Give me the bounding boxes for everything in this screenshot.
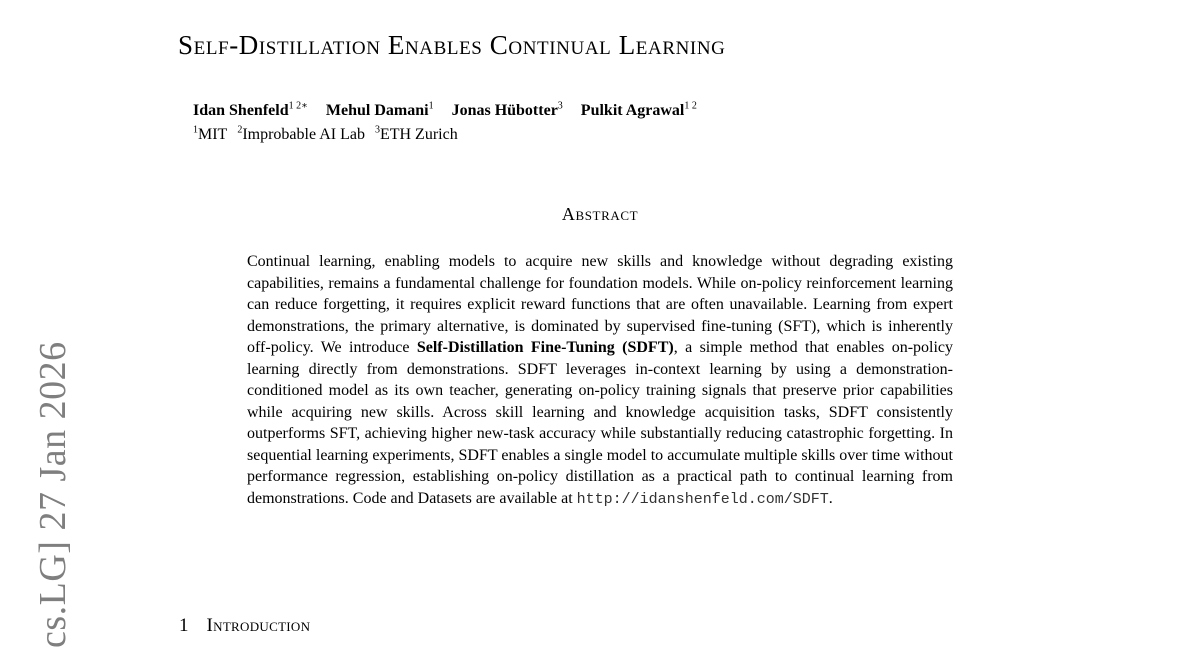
author-list: [193, 101, 711, 120]
author-name: Mehul Damani$^1$: [325, 101, 434, 120]
author-name: Pulkit Agrawal$^{1 2}$: [580, 101, 697, 120]
section-number: 1: [179, 615, 189, 636]
paper-title: Self-Distillation Enables Continual Learning: [178, 30, 726, 60]
section-title: Introduction: [206, 615, 311, 636]
affiliation-list: [193, 125, 464, 144]
author-affiliation-marks: 1: [428, 101, 434, 112]
abstract-body: Continual learning, enabling models to acquire new skills and knowledge without degrading existing capabilities, remains a fundamental challenge for foundation models. While on-policy reinforcement learning can reduce forgetting, it requires explicit reward functions that are often unavailable. Learning from expert demonstrations, the primary alternative, is dominated by supervised fine-tuning (SFT), which is inherently off-policy. We introduce Self-Distillation Fine-Tuning (SDFT), a simple method that enables on-policy learning directly from demonstrations. SDFT leverages in-context learning by using a demonstration-conditioned model as its own teacher, generating on-policy training signals that preserve prior capabilities while acquiring new skills. Across skill learning and knowledge acquisition tasks, SDFT consistently outperforms SFT, achieving higher new-task accuracy while substantially reducing catastrophic forgetting. In sequential learning experiments, SDFT enables a single model to accumulate multiple skills over time without performance regression, establishing on-policy distillation as a practical path to continual learning from demonstrations. Code and Datasets are available at http://idanshenfeld.com/SDFT.: [247, 253, 954, 508]
affiliation: $^2$Improbable AI Lab: [237, 125, 365, 144]
affiliation: $^1$MIT: [193, 125, 228, 144]
abstract-heading: Abstract: [561, 204, 639, 224]
author-affiliation-marks: 3: [557, 101, 563, 112]
section-heading: [179, 615, 310, 637]
author-affiliation-marks: 1 2∗: [288, 101, 308, 112]
affiliation: $^3$ETH Zurich: [374, 125, 458, 144]
code-link[interactable]: http://idanshenfeld.com/SDFT: [576, 490, 829, 508]
arxiv-stamp-text: cs.LG] 27 Jan 2026: [32, 341, 74, 648]
author-name: Jonas Hübotter$^3$: [451, 101, 563, 120]
author-affiliation-marks: 1 2: [684, 101, 697, 112]
method-name: Self-Distillation Fine-Tuning (SDFT): [416, 339, 674, 356]
author-name: Idan Shenfeld$^{1 2∗}$: [193, 101, 308, 120]
